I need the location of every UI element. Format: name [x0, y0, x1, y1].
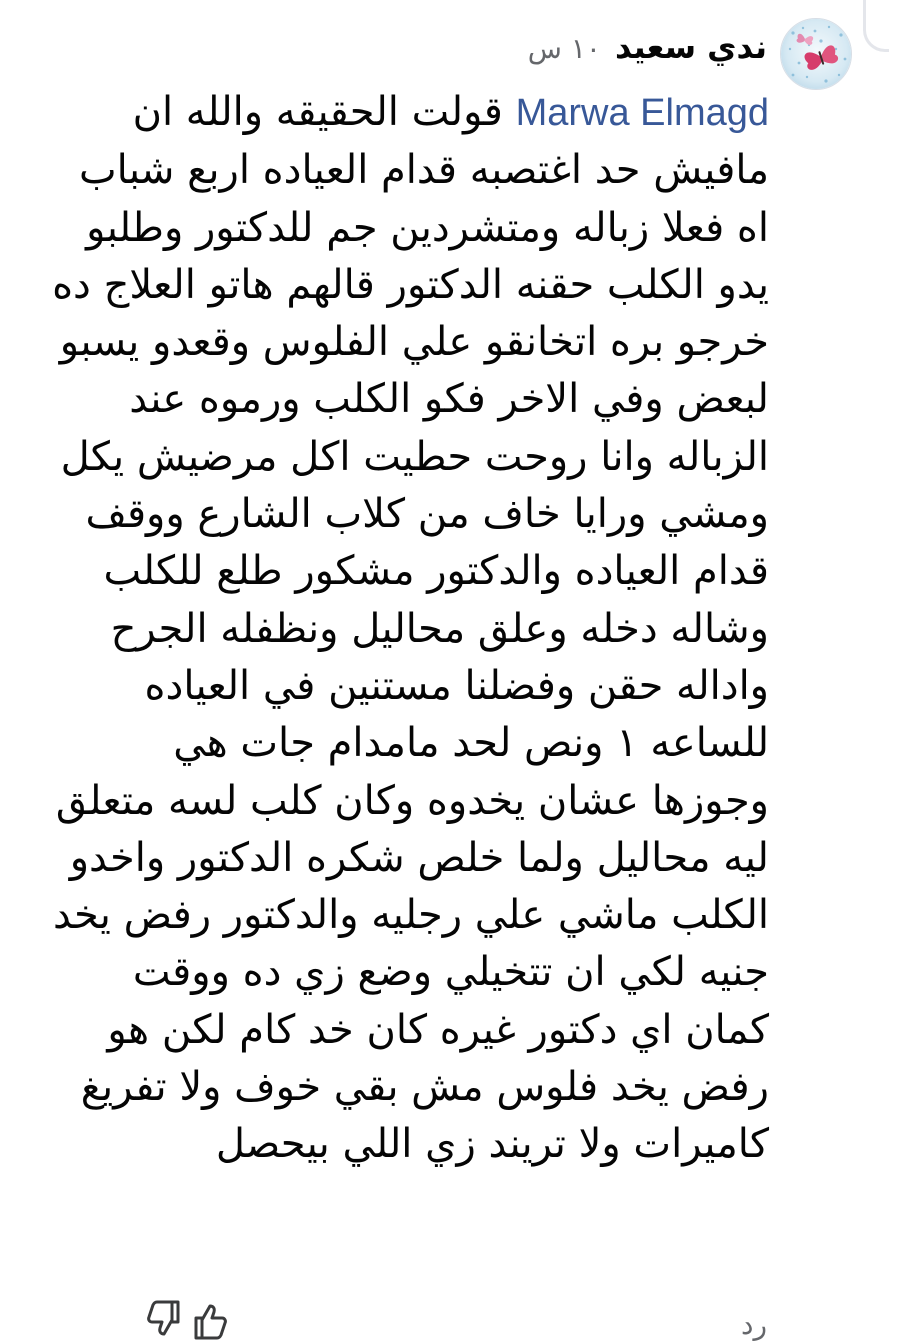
comment-body: [49, 84, 769, 1174]
avatar[interactable]: [780, 18, 852, 90]
reply-button[interactable]: رد: [741, 1308, 767, 1341]
comment-header: [528, 28, 767, 66]
comment-time[interactable]: ١٠ س: [527, 32, 601, 65]
comment-footer: [0, 1296, 901, 1341]
like-icon[interactable]: [188, 1300, 228, 1340]
author-name[interactable]: ندي سعيد: [614, 28, 767, 66]
avatar-image: [781, 19, 852, 90]
thread-line: [863, 0, 889, 52]
dislike-icon[interactable]: [146, 1300, 186, 1340]
comment-text: قولت الحقيقه والله ان مافيش حد اغتصبه قدام العياده اربع شباب اه فعلا زباله ومتشردين جم للدكتور وطلبو يدو الكلب حقنه الدكتور قالهم هاتو العلاج ده خرجو بره اتخانقو علي الفلوس وقعدو يسبو لبعض وفي الاخر فكو الكلب ورموه عند الزباله وانا روحت حطيت اكل مرضيش يكل ومشي ورايا خاف من كلاب الشارع ووقف قدام العياده والدكتور مشكور طلع للكلب وشاله دخله وعلق محاليل ونظفله الجرح واداله حقن وفضلنا مستنين في العياده للساعه ١ ونص لحد مامدام جات هي وجوزها عشان يخدوه وكان كلب لسه متعلق ليه محاليل ولما خلص شكره الدكتور واخدو الكلب ماشي علي رجليه والدكتور رفض يخد جنيه لكي ان تتخيلي وضع زي ده ووقت كمان اي دكتور غيره كان خد كام لكن هو رفض يخد فلوس مش بقي خوف ولا تفريغ كاميرات ولا تريند زي اللي بيحصل: [52, 89, 769, 1168]
mention-link[interactable]: Marwa Elmagd: [515, 92, 769, 134]
